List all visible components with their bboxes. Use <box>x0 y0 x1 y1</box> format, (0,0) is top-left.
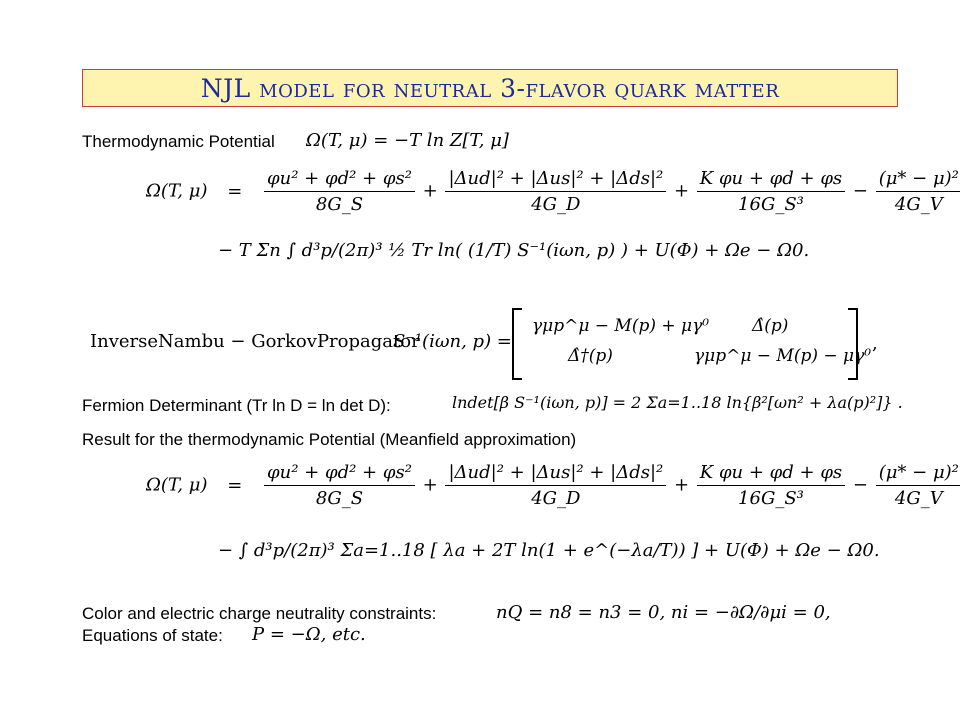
thermo-potential-label: Thermodynamic Potential <box>82 132 275 151</box>
omega-eq1-line1: Ω(T, μ) = $\frac{\text{φu² + φd² + φs²}}{8G\_S}$ + $\frac{\text{|Δud|² + |Δus|² + |Δds|²}}{4G\_D}$ + $\frac{\text{K φu + φd + φs}}{\text{16G\_S³}}$ − $\frac{\text{(μ* − μ)²}}{4G\_V}$ <box>146 168 960 215</box>
thermo-potential-def: Ω(T, μ) = −T ln Z[T, μ] <box>306 130 509 151</box>
propagator-lhs: S⁻¹(iωn, p) = <box>393 331 512 352</box>
determinant-label: Fermion Determinant (Tr ln D = ln det D): <box>82 396 391 415</box>
eos-formula: P = −Ω, etc. <box>252 624 366 645</box>
frac-delta: $\frac{\text{|Δud|² + |Δus|² + |Δds|²}}{4G\_D}$ <box>445 168 666 215</box>
omega-eq2-line2: − ∫ d³p/(2π)³ Σa=1..18 [ λa + 2T ln(1 + e^(−λa/T)) ] + U(Φ) + Ωe − Ω0. <box>218 540 880 561</box>
result-label: Result for the thermodynamic Potential (Meanfield approximation) <box>82 430 577 449</box>
matrix-m22: γμp^μ − M(p) − μγ⁰ <box>694 346 872 366</box>
slide-title: NJL model for neutral 3-flavor quark matter <box>200 73 780 103</box>
omega-eq2-line1: Ω(T, μ) = $\frac{\text{φu² + φd² + φs²}}{8G\_S}$ + $\frac{\text{|Δud|² + |Δus|² + |Δds|²}}{4G\_D}$ + $\frac{\text{K φu + φd + φs}}{\text{16G\_S³}}$ − $\frac{\text{(μ* − μ)²}}{4G\_V}$ <box>146 462 960 509</box>
frac-k: $\frac{\text{K φu + φd + φs}}{\text{16G\_S³}}$ <box>697 168 845 215</box>
omega-eq1-line2: − T Σn ∫ d³p/(2π)³ ½ Tr ln( (1/T) S⁻¹(iωn, p) ) + U(Φ) + Ωe − Ω0. <box>218 240 810 261</box>
constraints-label: Color and electric charge neutrality constraints: <box>82 604 437 623</box>
omega-lhs: Ω(T, μ) <box>146 180 208 202</box>
matrix-m12: Δ̂(p) <box>752 316 789 336</box>
determinant-formula: lndet[β S⁻¹(iωn, p)] = 2 Σa=1..18 ln{β²[ωn² + λa(p)²]} . <box>452 393 903 412</box>
matrix-m21: Δ̂†(p) <box>568 346 613 366</box>
frac-mu: $\frac{\text{(μ* − μ)²}}{4G\_V}$ <box>876 168 960 215</box>
constraints-formula: nQ = n8 = n3 = 0, ni = −∂Ω/∂μi = 0, <box>496 602 831 623</box>
frac-phi: $\frac{\text{φu² + φd² + φs²}}{8G\_S}$ <box>264 168 415 215</box>
title-banner <box>82 69 898 107</box>
propagator-matrix <box>512 308 872 376</box>
eos-label: Equations of state: <box>82 626 223 645</box>
propagator-trail: , <box>872 333 878 354</box>
matrix-m11: γμp^μ − M(p) + μγ⁰ <box>532 316 710 336</box>
propagator-label: InverseNambu − GorkovPropagator <box>90 331 420 352</box>
